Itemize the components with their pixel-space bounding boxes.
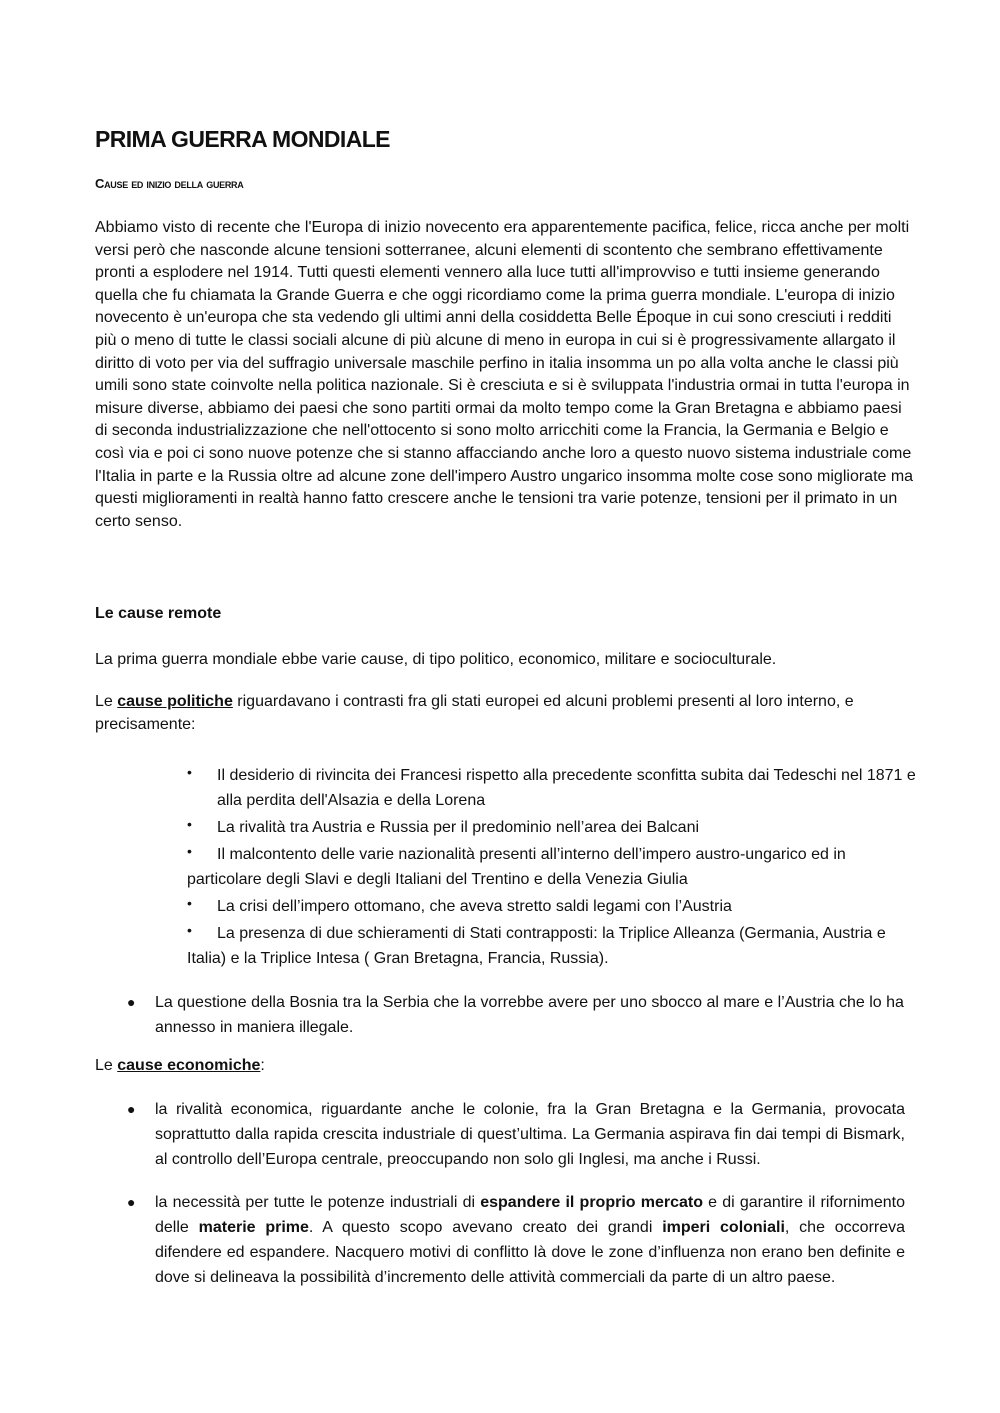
bullet-icon: •: [187, 922, 192, 938]
list-item: [187, 842, 917, 892]
list-item: [187, 921, 917, 971]
remote-causes-intro: La prima guerra mondiale ebbe varie cause, di tipo politico, economico, militare e socioculturale.: [95, 651, 777, 668]
economic-item-rivalry: [127, 1097, 905, 1172]
list-item-text: La presenza di due schieramenti di Stati contrapposti: la Triplice Alleanza (Germania, Austria e Italia) e la Triplice Intesa ( Gran Bretagna, Francia, Russia).: [187, 925, 886, 967]
document-title: PRIMA GUERRA MONDIALE: [95, 126, 390, 152]
political-causes-list: [187, 763, 917, 973]
economic-causes-label: cause economiche: [117, 1057, 261, 1074]
emphasis-raw-materials: materie prime: [198, 1219, 309, 1236]
intro-paragraph: Abbiamo visto di recente che l'Europa di inizio novecento era apparentemente pacifica, felice, ricca anche per molti versi però che nasconde alcune tensioni sotterranee, alcuni elementi di scontento che sembrano effettivamente pronti a esplodere nel 1914. Tutti questi elementi vennero alla luce tutti all'improvviso e tutti insieme generando quella che fu chiamata la Grande Guerra e che oggi ricordiamo come la prima guerra mondiale. L'europa di inizio novecento è un'europa che sta vedendo gli ultimi anni della cosiddetta Belle Époque in cui sono cresciuti i redditi più o meno di tutte le classi sociali alcune di più alcune di meno in europa in cui si è progressivamente allargato il diritto di voto per via del suffragio universale maschile perfino in italia insomma un po alla volta anche le classi più umili sono state coinvolte nella politica nazionale. Si è cresciuta e si è sviluppata l'industria ormai in tutta l'europa in misure diverse, abbiamo dei paesi che sono partiti ormai da molto tempo come la Gran Bretagna e abbiamo paesi di seconda industrializzazione che nell'ottocento si sono molto arricchiti come la Francia, la Germania e Belgio e così via e poi ci sono nuove potenze che si stanno affacciando anche loro a questo nuovo sistema industriale come l'Italia in parte e la Russia oltre ad alcune zone dell'impero Austro ungarico insomma molte cose sono migliorate ma questi miglioramenti in realtà hanno fatto crescere anche le tensioni tra varie potenze, tensioni per il primato in un certo senso.: [95, 219, 914, 530]
list-item-text: la rivalità economica, riguardante anche le colonie, fra la Gran Bretagna e la Germania, provocata soprattutto dalla rapida crescita industriale di quest’ultima. La Germania aspirava fin dai tempi di Bismark, al controllo dell’Europa centrale, preoccupando non solo gli Inglesi, ma anche i Russi.: [155, 1101, 905, 1168]
list-item: [187, 763, 917, 813]
emphasis-market: espandere il proprio mercato: [480, 1194, 703, 1211]
text-run: e di garantire il rifornimento delle: [155, 1194, 905, 1236]
heading-remote-causes: Le cause remote: [95, 605, 222, 622]
text-run: la necessità per tutte le potenze industriali di: [155, 1194, 481, 1211]
list-item-text: La rivalità tra Austria e Russia per il predominio nell’area dei Balcani: [217, 819, 700, 836]
economic-causes-intro: [95, 1057, 265, 1075]
section-subtitle: Cause ed inizio della guerra: [95, 176, 244, 191]
bullet-icon: ●: [127, 1194, 136, 1210]
list-item-text: La crisi dell’impero ottomano, che aveva stretto saldi legami con l’Austria: [217, 898, 732, 915]
bullet-icon: •: [187, 764, 192, 780]
bullet-icon: •: [187, 843, 192, 859]
political-prefix: Le: [95, 693, 118, 710]
political-causes-intro: [95, 691, 915, 736]
economic-prefix: Le: [95, 1057, 118, 1074]
economic-suffix: :: [260, 1057, 265, 1074]
text-run: . A questo scopo avevano creato dei grandi: [308, 1219, 663, 1236]
bullet-icon: ●: [127, 1101, 136, 1117]
list-item-text: La questione della Bosnia tra la Serbia che la vorrebbe avere per uno sbocco al mare e l’Austria che lo ha annesso in maniera illegale.: [155, 994, 904, 1036]
text-run: , che occorreva difendere ed espandere. Nacquero motivi di conflitto là dove le zone d’influenza non erano ben definite e dove si delineava la possibilità d’incremento delle attività commerciali da parte di un altro paese.: [155, 1219, 906, 1286]
emphasis-colonial-empires: imperi coloniali: [662, 1219, 785, 1236]
political-causes-label: cause politiche: [117, 693, 233, 710]
list-item: [187, 815, 917, 840]
list-item-text: Il desiderio di rivincita dei Francesi rispetto alla precedente sconfitta subita dai Tedeschi nel 1871 e alla perdita dell'Alsazia e della Lorena: [217, 767, 916, 809]
political-rest: riguardavano i contrasti fra gli stati europei ed alcuni problemi presenti al loro interno, e precisamente:: [95, 693, 854, 733]
economic-item-markets: [127, 1190, 906, 1290]
bosnia-item: [127, 990, 915, 1040]
list-item-text: Il malcontento delle varie nazionalità presenti all’interno dell’impero austro-ungarico ed in particolare degli Slavi e degli Italiani del Trentino e della Venezia Giulia: [187, 846, 846, 888]
bullet-icon: •: [187, 895, 192, 911]
bullet-icon: ●: [127, 994, 136, 1010]
list-item: [187, 894, 917, 919]
bullet-icon: •: [187, 816, 192, 832]
